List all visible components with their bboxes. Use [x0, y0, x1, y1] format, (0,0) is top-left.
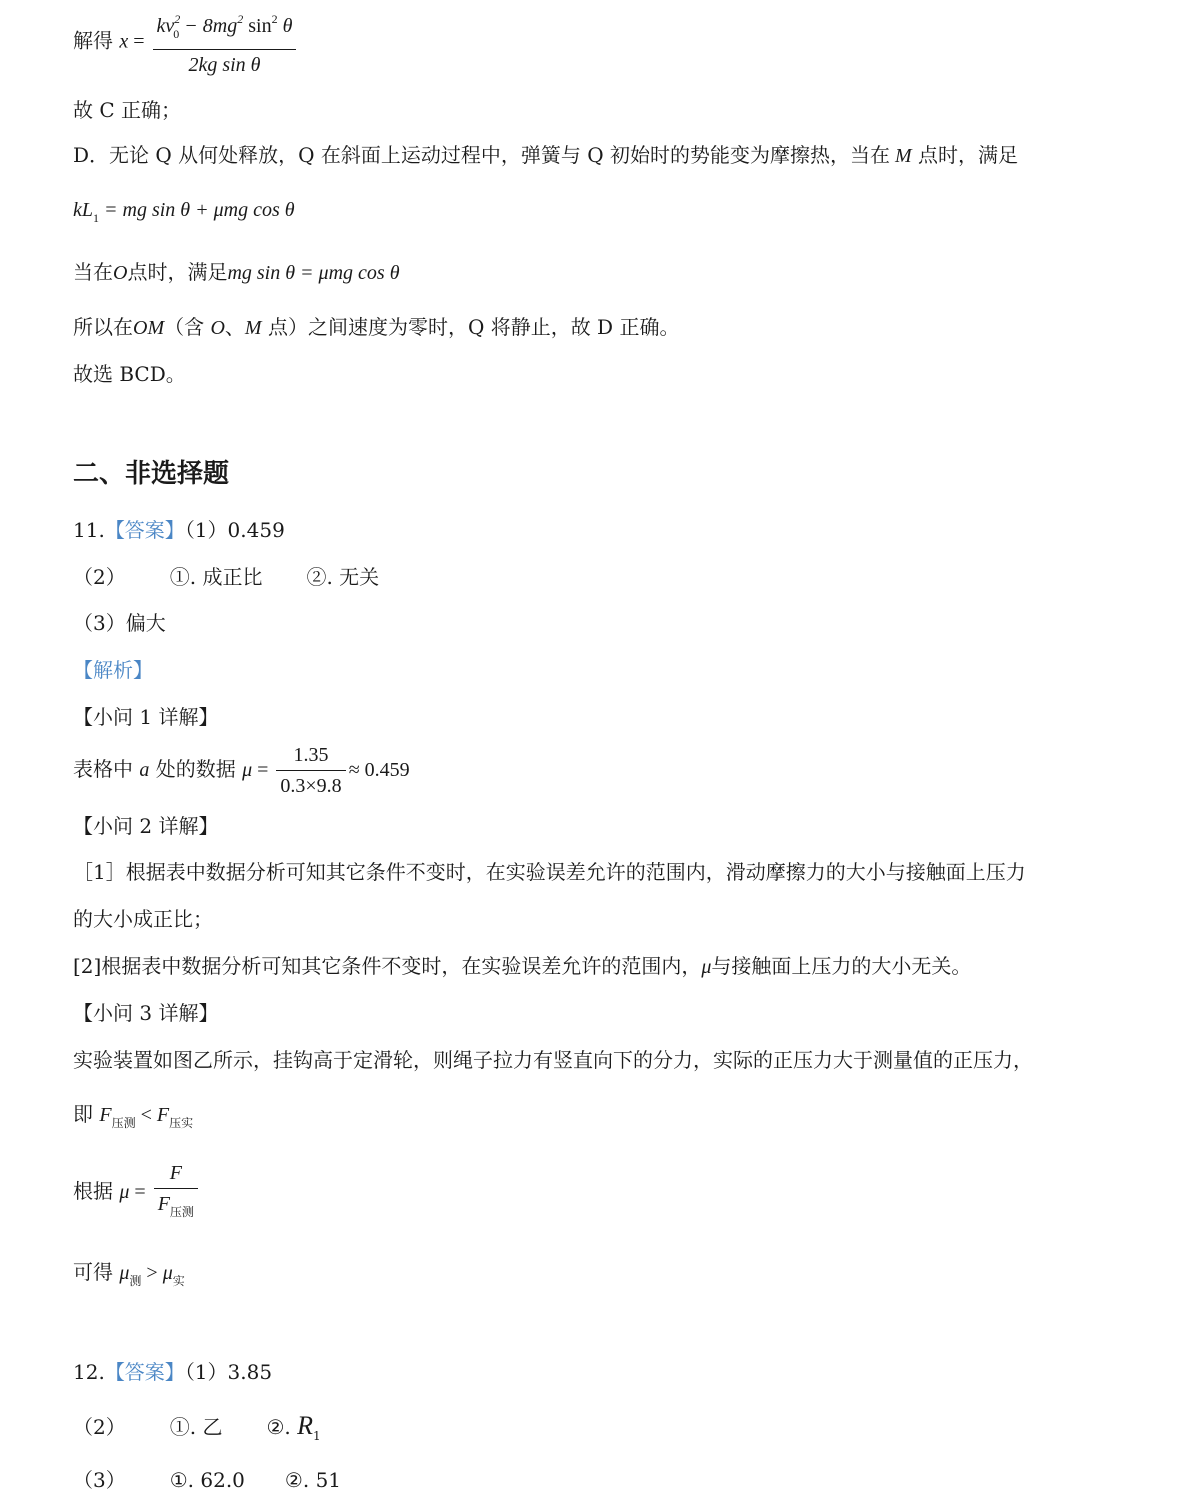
q12-answer-2: （2） ①. 乙 ②. $R_1$: [73, 1411, 321, 1443]
q11-answer-line: 11.【答案】（1）0.459: [73, 518, 285, 542]
choice-answer: 故选 BCD。: [73, 362, 186, 386]
q11-answer-2: （2） ①. 成正比 ②. 无关: [73, 565, 380, 589]
sub2-p1-line1: ［1］根据表中数据分析可知其它条件不变时，在实验误差允许的范围内，滑动摩擦力的大小与接触面上压力: [73, 860, 1026, 884]
solve-x-equation: 解得 x = $\frac{kv^2_0 - 8mg^2 \sin^2 \theta}{\text{2kg sin θ}}$: [73, 6, 299, 78]
om-conclusion: 所以在OM（含 O、M 点）之间速度为零时，Q 将静止，故 D 正确。: [73, 315, 680, 339]
answer-tag: 【答案】: [104, 1360, 185, 1384]
equation-o-point: 当在O点时，满足mg sin θ = μmg cos θ: [73, 260, 400, 284]
force-inequality: 即 $F_{压测} < F_{压实}$: [73, 1102, 194, 1130]
sub3-title: 【小问 3 详解】: [73, 1001, 219, 1025]
part-d-intro: D．无论 Q 从何处释放，Q 在斜面上运动过程中，弹簧与 Q 初始时的势能变为摩擦热，当在 M 点时，满足: [73, 143, 1019, 167]
q12-answer-3: （3） ①. 62.0 ②. 51: [73, 1468, 342, 1492]
sub1-formula: 表格中 a 处的数据 μ = $\frac{1.35}{0.3\times 9.8}$ ≈ 0.459: [73, 744, 410, 797]
equation-kl1: $kL_1$ = mg sin θ + μmg cos θ: [73, 199, 295, 225]
answer-tag: 【答案】: [104, 518, 185, 542]
mu-result: 可得 $\mu_测 > \mu_实$: [73, 1260, 185, 1288]
section-title: 二、非选择题: [73, 459, 230, 489]
conclusion-c: 故 C 正确；: [73, 98, 182, 122]
sub1-title: 【小问 1 详解】: [73, 705, 219, 729]
fraction: $\frac{1.35}{0.3\times 9.8}$: [276, 742, 345, 799]
analysis-tag: 【解析】: [73, 658, 153, 682]
q12-answer-line: 12.【答案】（1）3.85: [73, 1360, 273, 1384]
sub2-p2: [2]根据表中数据分析可知其它条件不变时，在实验误差允许的范围内，μ与接触面上压力的大小无关。: [73, 954, 972, 978]
fraction: $\frac{F}{F_{压测}}$: [154, 1160, 198, 1225]
mu-formula: 根据 μ = $\frac{F}{F_{压测}}$: [73, 1160, 201, 1225]
sub3-text: 实验装置如图乙所示，挂钩高于定滑轮，则绳子拉力有竖直向下的分力，实际的正压力大于测量值的正压力，: [73, 1048, 1033, 1072]
q11-answer-3: （3）偏大: [73, 611, 166, 635]
sub2-title: 【小问 2 详解】: [73, 814, 219, 838]
sub2-p1-line2: 的大小成正比；: [73, 907, 213, 931]
fraction: $\frac{kv^2_0 - 8mg^2 \sin^2 \theta}{\text{2kg sin θ}}$: [153, 6, 297, 78]
